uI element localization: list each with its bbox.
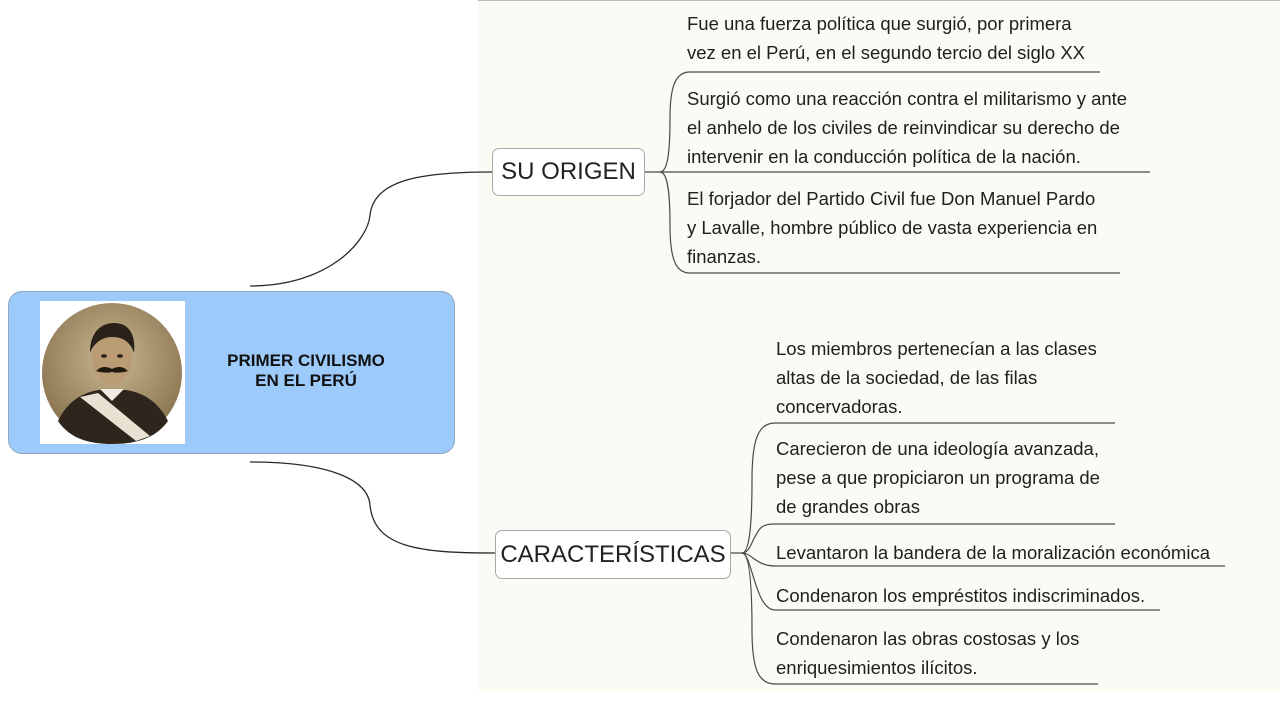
origen-leaf-3-line-1: El forjador del Partido Civil fue Don Manuel Pardo [687, 188, 1096, 209]
origen-leaf-1-line-1: Fue una fuerza política que surgió, por primera [687, 13, 1072, 34]
caract-leaf-4-line-1: Condenaron los empréstitos indiscriminados. [776, 585, 1146, 606]
caract-leaf-5[interactable] [776, 624, 1079, 682]
origen-leaf-3-line-2: y Lavalle, hombre público de vasta experiencia en [687, 217, 1098, 238]
caract-leaf-1-line-1: Los miembros pertenecían a las clases [776, 338, 1097, 359]
origen-leaf-1[interactable] [687, 9, 1085, 67]
origen-leaf-3-line-3: finanzas. [687, 246, 762, 267]
branch-su-origen[interactable] [492, 148, 645, 196]
origen-leaf-2[interactable] [687, 84, 1127, 171]
caract-leaf-4[interactable] [776, 581, 1145, 610]
central-title-line-2: EN EL PERÚ [255, 371, 357, 390]
origen-leaf-2-line-3: intervenir en la conducción política de la nación. [687, 146, 1081, 167]
origen-leaf-1-line-2: vez en el Perú, en el segundo tercio del siglo XX [687, 42, 1085, 63]
origen-leaf-3[interactable] [687, 184, 1097, 271]
central-topic-title [188, 351, 424, 391]
portrait-frame [40, 301, 185, 444]
connector-central-caract [250, 462, 495, 553]
manuel-pardo-portrait-image [40, 301, 185, 444]
branch-caracteristicas-label: CARACTERÍSTICAS [500, 540, 726, 568]
caract-leaf-2-line-3: de grandes obras [776, 496, 920, 517]
caract-leaf-2-line-2: pese a que propiciaron un programa de [776, 467, 1100, 488]
caract-leaf-1-line-2: altas de la sociedad, de las filas [776, 367, 1038, 388]
caract-leaf-3-line-1: Levantaron la bandera de la moralización económica [776, 542, 1210, 563]
central-title-line-1: PRIMER CIVILISMO [227, 351, 385, 370]
caract-leaf-2-line-1: Carecieron de una ideología avanzada, [776, 438, 1099, 459]
branch-su-origen-label: SU ORIGEN [501, 158, 636, 185]
branch-caracteristicas[interactable] [495, 530, 731, 579]
caract-leaf-2[interactable] [776, 434, 1100, 521]
caract-leaf-5-line-2: enriquesimientos ilícitos. [776, 657, 978, 678]
connector-central-origen [250, 172, 492, 286]
caract-leaf-1[interactable] [776, 334, 1097, 421]
caract-leaf-3[interactable] [776, 538, 1210, 567]
origen-leaf-2-line-2: el anhelo de los civiles de reinvindicar su derecho de [687, 117, 1120, 138]
caract-leaf-5-line-1: Condenaron las obras costosas y los [776, 628, 1080, 649]
caract-leaf-1-line-3: concervadoras. [776, 396, 903, 417]
origen-leaf-2-line-1: Surgió como una reacción contra el militarismo y ante [687, 88, 1128, 109]
